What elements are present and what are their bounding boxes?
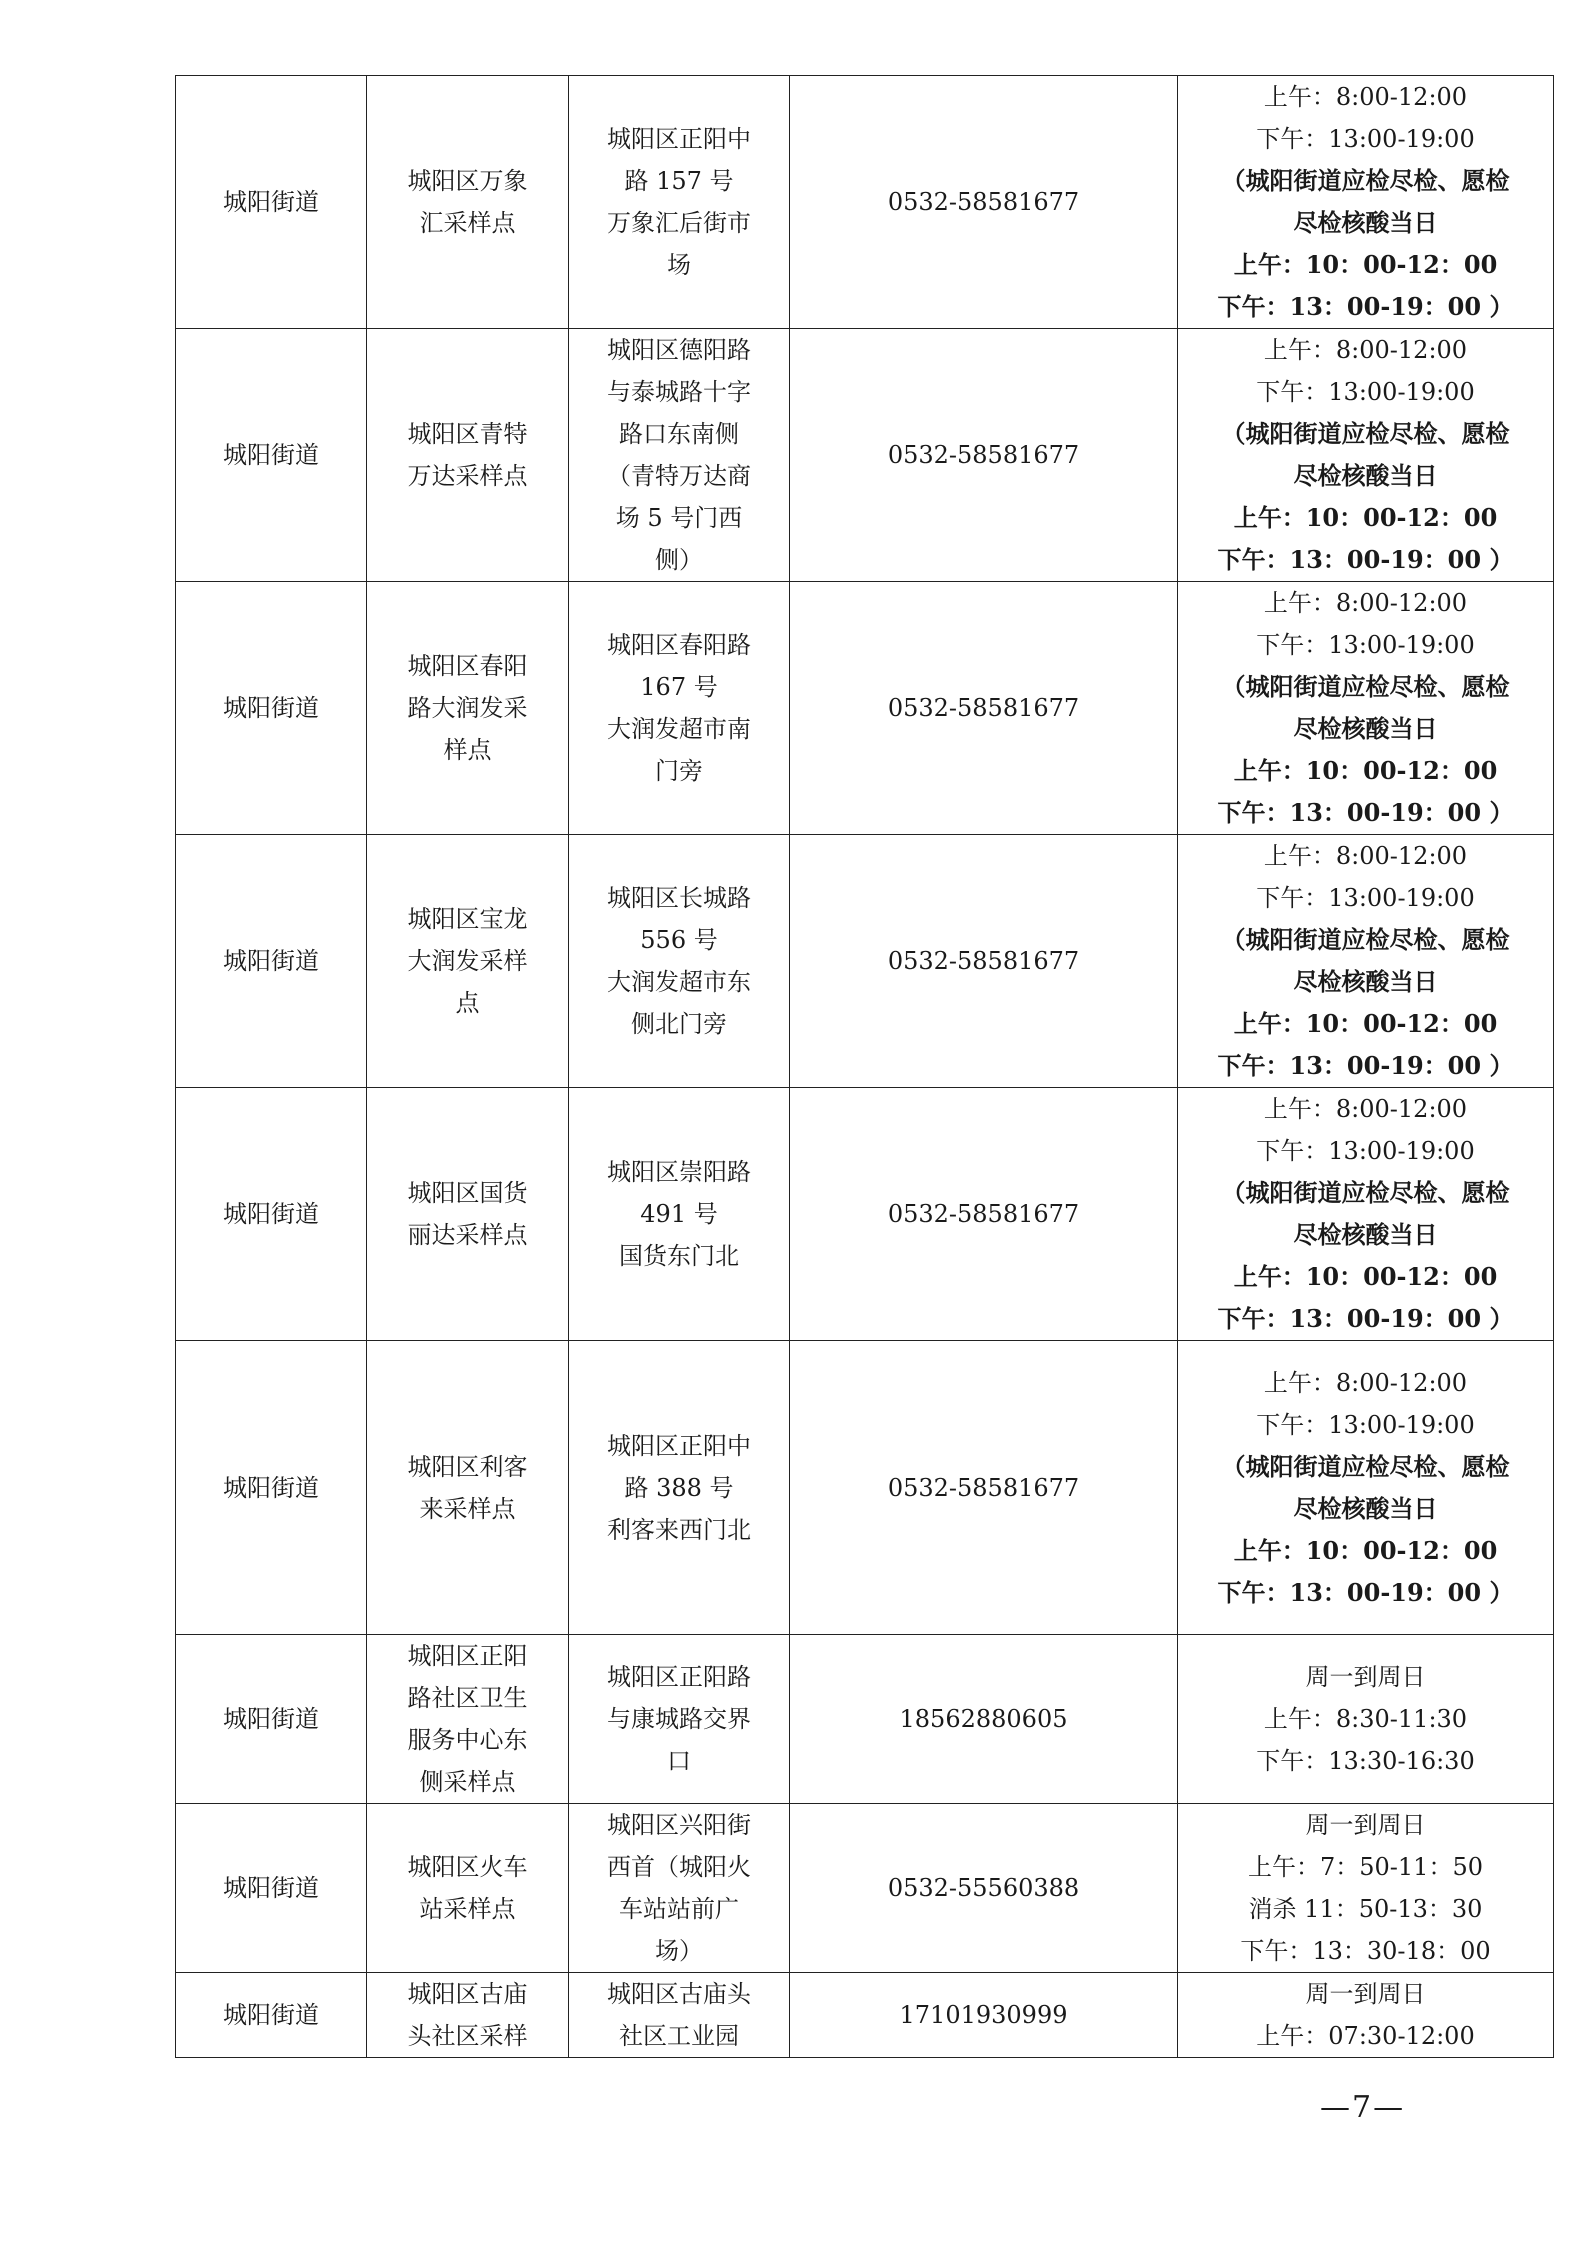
address-line: 城阳区长城路	[607, 884, 751, 912]
hours-line: 上午：8:00-12:00	[1263, 589, 1468, 617]
site-name-line: 城阳区春阳	[407, 652, 528, 680]
address-line: 城阳区正阳路	[607, 1663, 751, 1691]
phone-cell: 18562880605	[790, 1635, 1178, 1804]
phone-cell: 0532-58581677	[790, 76, 1178, 329]
site-name-line: 来采样点	[419, 1494, 516, 1523]
address-line: 大润发超市南	[607, 715, 751, 743]
hours-line: （城阳街道应检尽检、愿检	[1221, 925, 1510, 954]
hours-line: 下午：13：00-19：00 ）	[1217, 1577, 1514, 1607]
hours-line: 上午：8:00-12:00	[1263, 83, 1468, 111]
site-name-line: 侧采样点	[419, 1768, 516, 1796]
site-name-cell	[367, 76, 569, 329]
site-name-line: 万达采样点	[407, 462, 528, 490]
hours-line: 上午：10：00-12：00	[1233, 250, 1498, 279]
site-name-line: 城阳区火车	[407, 1853, 528, 1881]
hours-cell	[1178, 1804, 1554, 1973]
street-cell: 城阳街道	[176, 1635, 367, 1804]
address-line: 城阳区古庙头	[607, 1980, 751, 2008]
address-cell	[569, 1973, 790, 2058]
phone-cell: 0532-58581677	[790, 329, 1178, 582]
hours-line: 上午：8:30-11:30	[1263, 1705, 1468, 1733]
address-line: 与泰城路十字	[607, 378, 751, 406]
site-name-line: 城阳区青特	[407, 420, 528, 448]
address-line: 利客来西门北	[607, 1515, 751, 1544]
address-line: 万象汇后街市	[607, 209, 751, 237]
address-cell	[569, 1341, 790, 1635]
hours-line: 上午：10：00-12：00	[1233, 1262, 1498, 1291]
hours-line: 下午：13：00-19：00 ）	[1217, 1051, 1514, 1080]
address-line: 城阳区崇阳路	[607, 1158, 751, 1186]
address-cell	[569, 1635, 790, 1804]
address-line: 城阳区春阳路	[607, 631, 751, 659]
address-line: 路 388 号	[624, 1473, 734, 1502]
site-name-line: 大润发采样	[407, 947, 528, 975]
site-name-cell	[367, 329, 569, 582]
table-row	[176, 1973, 1554, 2058]
address-cell	[569, 835, 790, 1088]
hours-line: （城阳街道应检尽检、愿检	[1221, 419, 1510, 448]
address-line: 路 157 号	[624, 167, 734, 195]
address-line: 侧）	[655, 546, 703, 574]
address-line: 门旁	[655, 757, 703, 785]
hours-line: 上午：10：00-12：00	[1233, 1535, 1498, 1565]
hours-line: 尽检核酸当日	[1293, 1493, 1438, 1523]
hours-line: 下午：13:30-16:30	[1256, 1747, 1475, 1775]
phone-cell: 17101930999	[790, 1973, 1178, 2058]
address-line: 167 号	[640, 673, 718, 701]
hours-line: 上午：10：00-12：00	[1233, 503, 1498, 532]
site-name-line: 服务中心东	[407, 1726, 528, 1754]
hours-cell	[1178, 1088, 1554, 1341]
site-name-line: 城阳区国货	[407, 1179, 528, 1207]
hours-line: 尽检核酸当日	[1293, 208, 1438, 237]
phone-cell: 0532-55560388	[790, 1804, 1178, 1973]
hours-line: 下午：13:00-19:00	[1256, 1410, 1475, 1439]
site-name-cell	[367, 835, 569, 1088]
address-line: 大润发超市东	[607, 968, 751, 996]
hours-line: 尽检核酸当日	[1293, 1220, 1438, 1249]
site-name-cell	[367, 1804, 569, 1973]
street-cell: 城阳街道	[176, 1088, 367, 1341]
address-line: 国货东门北	[619, 1242, 739, 1270]
hours-line: （城阳街道应检尽检、愿检	[1221, 1178, 1510, 1207]
address-cell	[569, 1088, 790, 1341]
site-name-line: 城阳区万象	[407, 167, 528, 195]
hours-line: 上午：07:30-12:00	[1256, 2022, 1475, 2050]
hours-line: 下午：13:00-19:00	[1256, 884, 1475, 912]
phone-cell: 0532-58581677	[790, 835, 1178, 1088]
phone-cell: 0532-58581677	[790, 1341, 1178, 1635]
address-line: 城阳区德阳路	[607, 336, 751, 364]
street-cell: 城阳街道	[176, 329, 367, 582]
hours-line: 上午：8:00-12:00	[1263, 842, 1468, 870]
hours-line: 下午：13：00-19：00 ）	[1217, 545, 1514, 574]
address-line: 与康城路交界	[607, 1705, 751, 1733]
table-row	[176, 1635, 1554, 1804]
site-name-line: 城阳区利客	[407, 1452, 528, 1481]
hours-line: （城阳街道应检尽检、愿检	[1221, 1451, 1510, 1481]
site-name-line: 城阳区宝龙	[407, 905, 528, 933]
address-line: 路口东南侧	[619, 420, 739, 448]
hours-line: 上午：8:00-12:00	[1263, 1368, 1468, 1397]
page-number: —7—	[1320, 2090, 1406, 2125]
hours-line: 下午：13：00-19：00 ）	[1217, 798, 1514, 827]
site-name-line: 头社区采样	[407, 2022, 528, 2050]
site-name-cell	[367, 582, 569, 835]
street-cell: 城阳街道	[176, 1804, 367, 1973]
hours-line: 尽检核酸当日	[1293, 967, 1438, 996]
address-line: 场 5 号门西	[615, 504, 743, 532]
phone-cell: 0532-58581677	[790, 1088, 1178, 1341]
table-row	[176, 582, 1554, 835]
site-name-line: 点	[455, 989, 480, 1017]
site-name-cell	[367, 1341, 569, 1635]
hours-cell	[1178, 582, 1554, 835]
street-cell: 城阳街道	[176, 582, 367, 835]
address-cell	[569, 582, 790, 835]
address-line: 城阳区兴阳街	[607, 1811, 751, 1839]
address-line: 口	[667, 1747, 691, 1775]
address-line: 西首（城阳火	[607, 1853, 751, 1881]
hours-line: 下午：13:00-19:00	[1256, 378, 1475, 406]
hours-line: 上午：7：50-11：50	[1248, 1853, 1483, 1881]
site-name-line: 城阳区古庙	[407, 1980, 528, 2008]
table-row	[176, 1341, 1554, 1635]
address-line: （青特万达商	[607, 462, 751, 490]
hours-line: 周一到周日	[1305, 1811, 1426, 1839]
street-cell: 城阳街道	[176, 1973, 367, 2058]
table-row	[176, 835, 1554, 1088]
address-line: 侧北门旁	[631, 1010, 727, 1038]
hours-line: 尽检核酸当日	[1293, 714, 1438, 743]
hours-line: 下午：13:00-19:00	[1256, 631, 1475, 659]
hours-line: 下午：13：00-19：00 ）	[1217, 292, 1514, 321]
hours-line: 上午：10：00-12：00	[1233, 756, 1498, 785]
table-row	[176, 1804, 1554, 1973]
address-cell	[569, 329, 790, 582]
hours-line: 下午：13:00-19:00	[1256, 125, 1475, 153]
site-name-line: 汇采样点	[419, 209, 516, 237]
hours-cell	[1178, 1635, 1554, 1804]
table-row	[176, 1088, 1554, 1341]
site-name-line: 路大润发采	[407, 694, 528, 722]
sampling-sites-table	[175, 75, 1554, 2058]
site-name-line: 路社区卫生	[407, 1684, 528, 1712]
hours-cell	[1178, 76, 1554, 329]
site-name-line: 城阳区正阳	[407, 1642, 528, 1670]
address-line: 场	[667, 251, 691, 279]
hours-line: 上午：8:00-12:00	[1263, 336, 1468, 364]
street-cell: 城阳街道	[176, 1341, 367, 1635]
site-name-cell	[367, 1635, 569, 1804]
hours-line: 下午：13：30-18：00	[1240, 1937, 1491, 1965]
table-row	[176, 76, 1554, 329]
hours-cell	[1178, 1973, 1554, 2058]
hours-line: （城阳街道应检尽检、愿检	[1221, 166, 1510, 195]
table-row	[176, 329, 1554, 582]
address-line: 城阳区正阳中	[607, 125, 751, 153]
hours-line: 消杀 11：50-13：30	[1248, 1895, 1483, 1923]
hours-line: 上午：8:00-12:00	[1263, 1095, 1468, 1123]
address-line: 场）	[655, 1937, 703, 1965]
site-name-cell	[367, 1088, 569, 1341]
address-cell	[569, 1804, 790, 1973]
table-body	[176, 76, 1554, 2058]
hours-line: 尽检核酸当日	[1293, 461, 1438, 490]
address-line: 491 号	[640, 1200, 718, 1228]
hours-line: 上午：10：00-12：00	[1233, 1009, 1498, 1038]
hours-line: 周一到周日	[1305, 1663, 1426, 1691]
phone-cell: 0532-58581677	[790, 582, 1178, 835]
hours-line: （城阳街道应检尽检、愿检	[1221, 672, 1510, 701]
hours-line: 下午：13:00-19:00	[1256, 1137, 1475, 1165]
site-name-cell	[367, 1973, 569, 2058]
hours-cell	[1178, 329, 1554, 582]
address-line: 556 号	[640, 926, 718, 954]
site-name-line: 样点	[443, 736, 492, 764]
address-line: 城阳区正阳中	[607, 1431, 751, 1460]
site-name-line: 丽达采样点	[407, 1221, 528, 1249]
hours-cell	[1178, 835, 1554, 1088]
hours-line: 下午：13：00-19：00 ）	[1217, 1304, 1514, 1333]
site-name-line: 站采样点	[419, 1895, 516, 1923]
hours-cell	[1178, 1341, 1554, 1635]
hours-line: 周一到周日	[1305, 1980, 1426, 2008]
street-cell: 城阳街道	[176, 76, 367, 329]
address-line: 社区工业园	[619, 2022, 739, 2050]
address-line: 车站站前广	[619, 1895, 739, 1923]
address-cell	[569, 76, 790, 329]
street-cell: 城阳街道	[176, 835, 367, 1088]
